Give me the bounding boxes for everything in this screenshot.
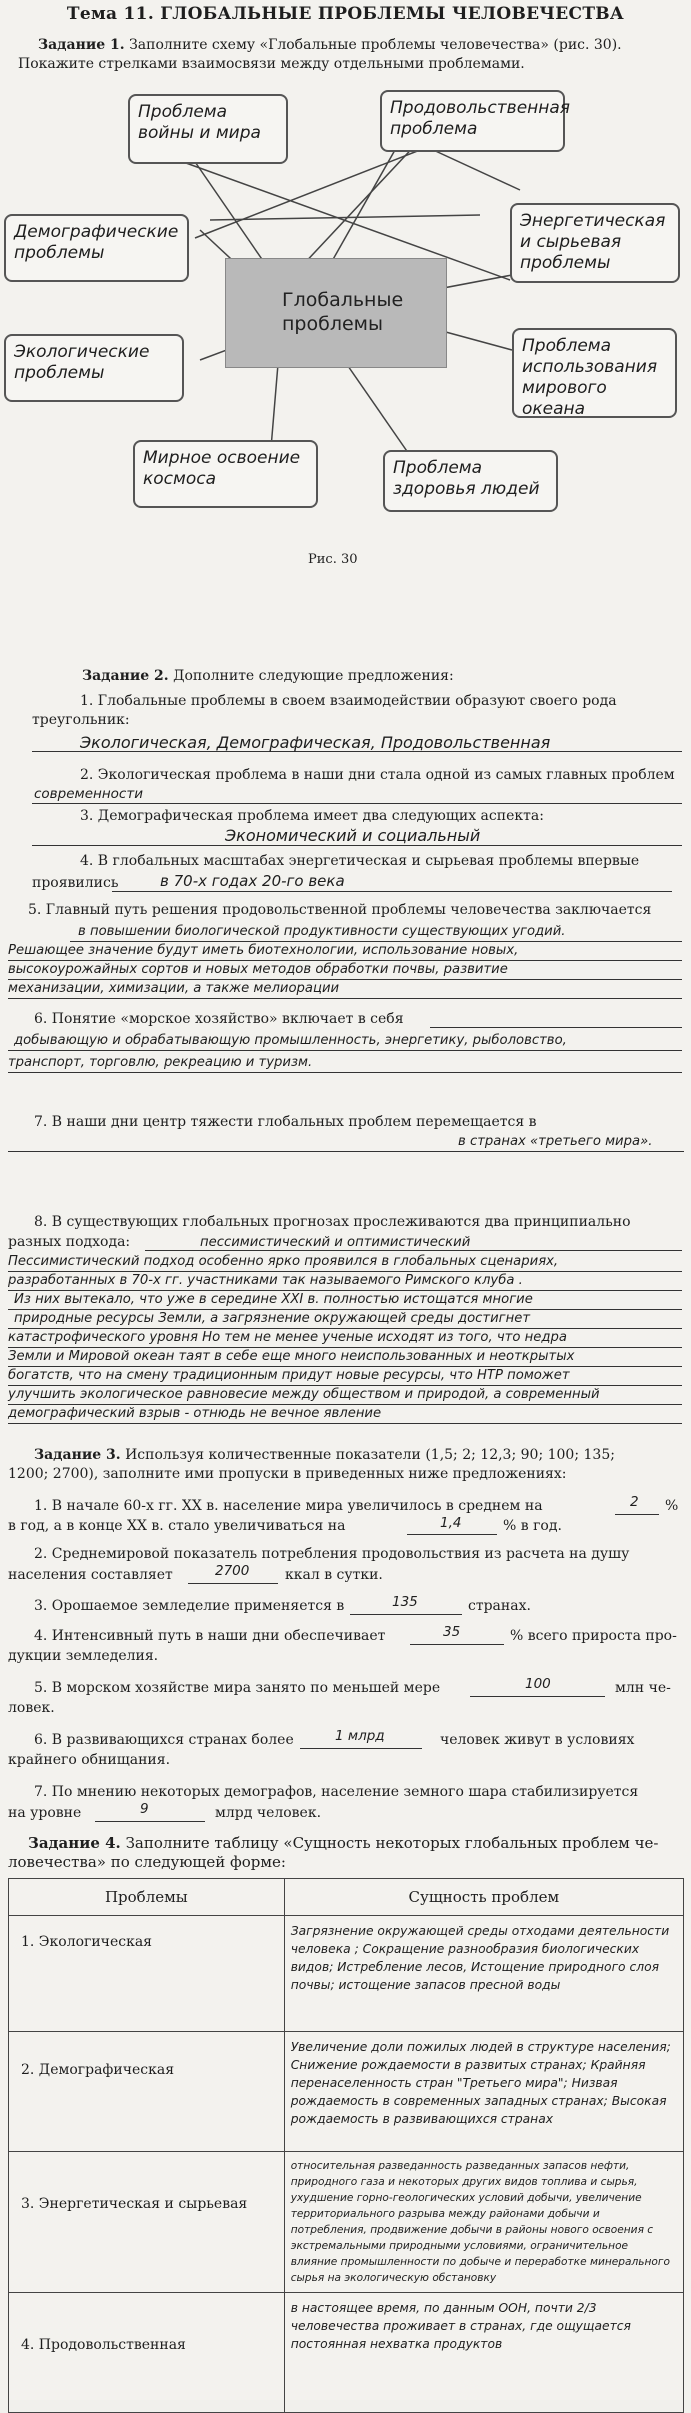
table-cell-problem: 1. Экологическая [9,1916,285,2032]
table-cell-problem: 2. Демографическая [9,2032,285,2152]
task3-q6-text-a: 6. В развивающихся странах более [34,1732,294,1748]
task2-header [82,667,682,686]
task2-answer8-line2: Пессимистический подход особенно ярко проявился в глобальных сценариях, [8,1254,559,1269]
box-demographic: Демографические проблемы [4,214,189,282]
task3-q5-value: 100 [525,1676,551,1692]
task2-s4a: 4. В глобальных масштабах энергетическая и сырьевая проблемы впервые [80,853,640,869]
task2-line-a4 [112,891,672,892]
table-cell-essence: относительная разведанность разведанных запасов нефти, природного газа и некоторых других видов топлива и сырья, ухудшение горно-геологических условий добычи, увеличение территориального разрыва между районами добычи и потребления, продвижение добычи в районы нового освоения с экстремальными природными условиями, ограничительное влияние промышленности по добыче и переработке минерального сырья на экологическую обстановку [284,2152,683,2293]
task2-answer7: в странах «третьего мира». [458,1134,653,1149]
task3-q1-text-c: в год, а в конце XX в. стало увеличиваться на [8,1518,346,1534]
table-header-essence: Сущность проблем [284,1879,683,1916]
task2-answer5-line4: механизации, химизации, а также мелиорации [8,981,340,996]
task4-intro [8,1834,684,1872]
task2-answer3: Экономический и социальный [225,826,481,845]
task2-label: Задание 2. [82,668,169,684]
task3-q1-value-b: 1,4 [440,1515,462,1531]
task3-q2-line1: 2. Среднемировой показатель потребления продовольствия из расчета на душу [34,1546,630,1562]
figure-caption: Рис. 30 [308,552,358,567]
task3-q2-blank [188,1583,278,1584]
table-cell-essence: Увеличение доли пожилых людей в структуре населения; Снижение рождаемости в развитых странах; Крайняя перенаселенность стран "Третьего мира"; Низвая рождаемость в современных западных странах; Высокая рождаемость в развивающихся странах [284,2032,683,2152]
task1-instructions: Заполните схему «Глобальные проблемы человечества» (рис. 30). Покажите стрелками взаимосвязи между отдельными проблемами. [18,37,622,72]
task3-q2-text-b: населения составляет [8,1567,173,1583]
task2-answer8-line7: Земли и Мировой океан таят в себе еще много неиспользованных и неоткрытых [8,1349,575,1364]
table-row [9,2293,684,2413]
essence-table [8,1878,684,2413]
task2-line-a8-8 [8,1404,682,1405]
box-ocean: Проблема использования мирового океана [512,328,677,418]
task3-q5-text-a: 5. В морском хозяйстве мира занято по меньшей мере [34,1680,441,1696]
task3-q1-text-a: 1. В начале 60-х гг. XX в. население мира увеличилось в среднем на [34,1498,543,1514]
task2-line-a5-4 [8,998,682,999]
task4-intro-line2: ловечества» по следующей форме: [8,1853,286,1871]
box-war-and-peace: Проблема войны и мира [128,94,288,164]
task2-answer2: современности [34,786,143,802]
task3-q4-text-c: дукции земледелия. [8,1648,159,1664]
task2-answer8-line6: катастрофического уровня Но тем не менее ученые исходят из того, что недра [8,1330,567,1345]
task2-answer5-line1: в повышении биологической продуктивности существующих угодий. [78,924,566,939]
task4-intro-line1: Заполните таблицу «Сущность некоторых глобальных проблем че- [125,1834,659,1852]
task2-line-a8-9 [8,1423,682,1424]
task2-s8b: разных подхода: [8,1234,131,1250]
task2-line-a8-4 [8,1328,682,1329]
task2-line-a3 [32,845,682,846]
table-row [9,2152,684,2293]
task2-line-a6-0 [430,1027,682,1028]
task3-q7-text-b: на уровне [8,1805,82,1821]
task3-q1-value-a: 2 [630,1494,639,1510]
task3-q1-percent: % [665,1498,679,1514]
task3-q4-text-a: 4. Интенсивный путь в наши дни обеспечивает [34,1628,386,1644]
task2-line-a7 [8,1151,684,1152]
task3-intro-line2: 1200; 2700), заполните ими пропуски в приведенных ниже предложениях: [8,1466,567,1482]
task2-s6: 6. Понятие «морское хозяйство» включает в себя [34,1011,404,1027]
box-space: Мирное освоение космоса [133,440,318,508]
task3-q3-text-a: 3. Орошаемое земледелие применяется в [34,1598,345,1614]
task2-line-a8-1 [8,1271,682,1272]
task2-answer8-line8: богатств, что на смену традиционным придут новые ресурсы, что НТР поможет [8,1368,570,1383]
central-node-label: Глобальные проблемы [282,289,404,335]
task2-line-a8-6 [8,1366,682,1367]
task3-q6-text-b: человек живут в условиях [440,1732,635,1748]
table-row [9,2032,684,2152]
task3-q3-value: 135 [392,1594,418,1610]
task3-q4-blank [410,1644,504,1645]
task2-answer1: Экологическая, Демографическая, Продовольственная [80,733,551,752]
task3-q1-blank-b [407,1534,497,1535]
task3-q1-line1 [8,1497,684,1516]
task3-intro [8,1446,684,1484]
task2-answer5-line2: Решающее значение будут иметь биотехнологии, использование новых, [8,943,519,958]
task1-label: Задание 1. [38,37,125,53]
table-cell-essence: в настоящее время, по данным ООН, почти 2/3 человечества проживает в странах, где ощущается постоянная нехватка продуктов [284,2293,683,2413]
table-header-problems: Проблемы [9,1879,285,1916]
page-title: Тема 11. ГЛОБАЛЬНЫЕ ПРОБЛЕМЫ ЧЕЛОВЕЧЕСТВА [66,4,625,24]
task2-line-a6-1 [8,1050,682,1051]
box-food: Продовольственная проблема [380,90,565,152]
task2-s5: 5. Главный путь решения продовольственной проблемы человечества заключается [28,902,652,918]
task2-s8a: 8. В существующих глобальных прогнозах прослеживаются два принципиально [34,1214,631,1230]
task3-label: Задание 3. [34,1447,121,1463]
task2-s2: 2. Экологическая проблема в наши дни стала одной из самых главных проблем [80,767,675,783]
table-cell-problem: 4. Продовольственная [9,2293,285,2413]
task2-answer8-line1: пессимистический и оптимистический [200,1235,471,1250]
task3-q2-text-c: ккал в сутки. [285,1567,383,1583]
task3-q7-value: 9 [140,1801,149,1817]
box-ecological: Экологические проблемы [4,334,184,402]
table-row [9,1916,684,2032]
task3-q3-blank [350,1614,462,1615]
task3-q6-value: 1 млрд [335,1728,385,1744]
task3-q7-text-a: 7. По мнению некоторых демографов, население земного шара стабилизируется [34,1784,639,1800]
task3-q2-value: 2700 [215,1563,250,1579]
task2-s3: 3. Демографическая проблема имеет два следующих аспекта: [80,808,544,824]
task2-answer8-line5: природные ресурсы Земли, а загрязнение окружающей среды достигнет [14,1311,531,1326]
task3-q4-text-b: % всего прироста про- [510,1628,677,1644]
task3-intro-line1: Используя количественные показатели (1,5; 2; 12,3; 90; 100; 135; [125,1447,615,1463]
task2-intro: Дополните следующие предложения: [173,668,454,684]
table-header-row [9,1879,684,1916]
task2-answer8-line10: демографический взрыв - отнюдь не вечное явление [8,1406,382,1421]
task2-s7: 7. В наши дни центр тяжести глобальных проблем перемещается в [34,1114,537,1130]
table-cell-problem: 3. Энергетическая и сырьевая [9,2152,285,2293]
task2-answer8-line4: Из них вытекало, что уже в середине XXI в. полностью истощатся многие [14,1292,533,1307]
box-energy: Энергетическая и сырьевая проблемы [510,203,680,283]
task3-q4-value: 35 [443,1624,461,1640]
task3-q5-text-b: млн че- [615,1680,671,1696]
task3-q7-blank [95,1821,205,1822]
table-cell-essence: Загрязнение окружающей среды отходами деятельности человека ; Сокращение разнообразия биологических видов; Истребление лесов, Истощение природного слоя почвы; истощение запасов пресной воды [284,1916,683,2032]
task2-line-a8-5 [8,1347,682,1348]
task2-answer6-line2: транспорт, торговлю, рекреацию и туризм. [8,1055,313,1070]
task2-line-a6-2 [8,1072,682,1073]
task3-q1-blank-a [615,1514,659,1515]
task2-line-a8-7 [8,1385,682,1386]
task2-line-a8-2 [8,1290,682,1291]
task3-q1-text-d: % в год. [503,1518,562,1534]
task2-answer4: в 70-х годах 20-го века [160,872,345,890]
task3-q6-blank [300,1748,422,1749]
task3-q3-text-b: странах. [468,1598,531,1614]
task2-answer8-line3: разработанных в 70-х гг. участниками так называемого Римского клуба . [8,1273,523,1288]
task2-answer6-line1: добывающую и обрабатывающую промышленность, энергетику, рыболовство, [14,1033,567,1048]
task2-answer8-line9: улучшить экологическое равновесие между обществом и природой, а современный [8,1387,600,1402]
task3-q7-text-c: млрд человек. [215,1805,322,1821]
task4-label: Задание 4. [28,1834,121,1852]
task2-s4b: проявились [32,875,119,891]
task2-answer5-line3: высокоурожайных сортов и новых методов обработки почвы, развитие [8,962,508,977]
task3-q6-text-c: крайнего обнищания. [8,1752,171,1768]
task2-line-a8-3 [8,1309,682,1310]
task3-q5-text-c: ловек. [8,1700,55,1716]
task3-q5-blank [470,1696,605,1697]
task2-s1: 1. Глобальные проблемы в своем взаимодействии образуют своего рода треугольник: [32,693,617,728]
box-health: Проблема здоровья людей [383,450,558,512]
